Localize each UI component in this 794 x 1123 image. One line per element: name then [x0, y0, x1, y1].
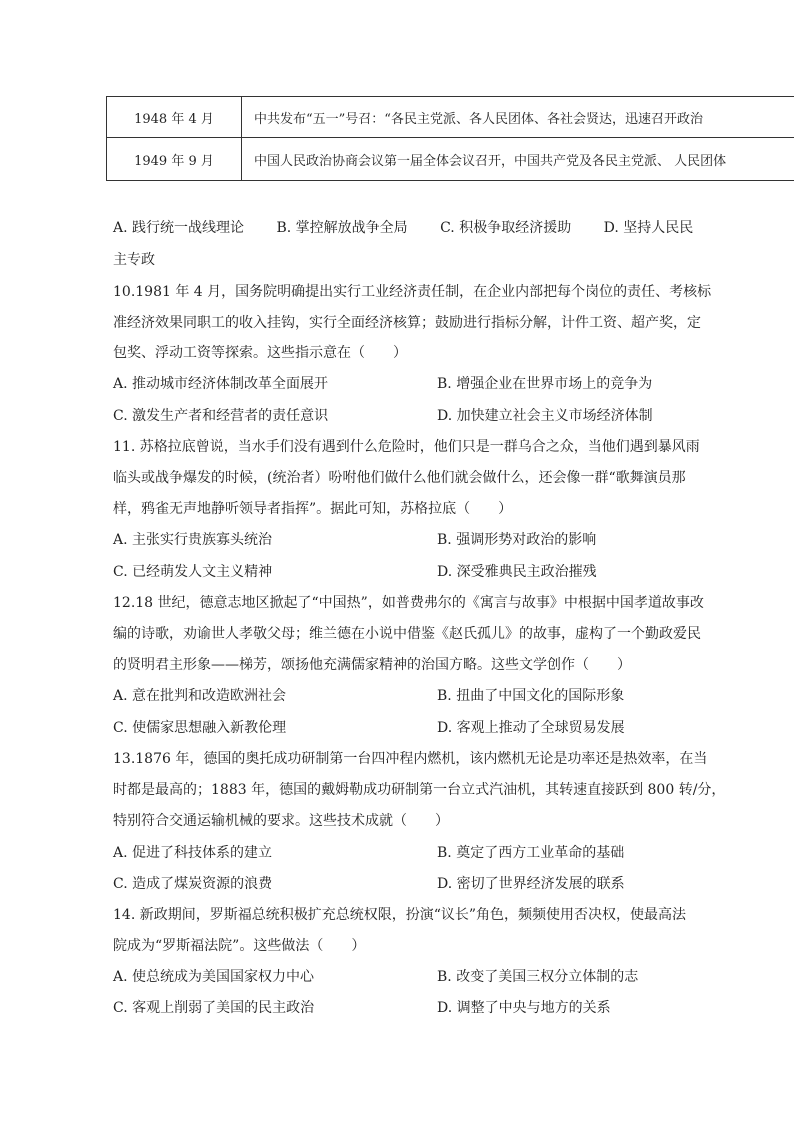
q9-options: A. 践行统一战线理论 B. 掌控解放战争全局 C. 积极争取经济援助 D. 坚持人民民	[113, 220, 694, 236]
q11-stem-line-2: 临头或战争爆发的时候，(统治者）吩咐他们做什么他们就会做什么，还会像一群“歌舞演员那	[113, 470, 686, 486]
q9-options-tail: 主专政	[113, 252, 155, 268]
q14-option-c: C. 客观上削弱了美国的民主政治	[113, 1000, 315, 1016]
q11-option-d: D. 深受雅典民主政治摧残	[437, 564, 597, 580]
q10-option-a: A. 推动城市经济体制改革全面展开	[113, 376, 329, 392]
q13-option-a: A. 促进了科技体系的建立	[113, 845, 273, 861]
q10-option-c: C. 激发生产者和经营者的责任意识	[113, 408, 329, 424]
q13-stem-line-2: 时都是最高的；1883 年，德国的戴姆勒成功研制第一台立式汽油机，其转速直接跃到 800 转/分，	[113, 782, 726, 798]
q13-stem-line-3: 特别符合交通运输机械的要求。这些技术成就（ ）	[113, 813, 449, 829]
q11-stem-line-3: 样，鸦雀无声地静听领导者指挥”。据此可知，苏格拉底（ ）	[113, 501, 513, 517]
table-cell-event: 中共发布“五一”号召：“各民主党派、各人民团体、各社会贤达，迅速召开政治	[242, 97, 794, 138]
q10-option-b: B. 增强企业在世界市场上的竞争为	[437, 376, 653, 392]
table-cell-date: 1949 年 9 月	[107, 138, 242, 181]
q12-stem-line-1: 12.18 世纪，德意志地区掀起了“中国热”，如普费弗尔的《寓言与故事》中根据中国孝道故事改	[113, 595, 704, 611]
history-event-table	[106, 96, 794, 181]
q14-option-b: B. 改变了美国三权分立体制的志	[437, 969, 639, 985]
q10-stem-line-3: 包奖、浮动工资等探索。这些指示意在（ ）	[113, 345, 407, 361]
q13-option-c: C. 造成了煤炭资源的浪费	[113, 876, 273, 892]
q14-option-d: D. 调整了中央与地方的关系	[437, 1000, 611, 1016]
q10-stem-line-1: 10.1981 年 4 月，国务院明确提出实行工业经济责任制，在企业内部把每个岗位的责任、考核标	[113, 284, 712, 300]
q11-stem-line-1: 11. 苏格拉底曾说，当水手们没有遇到什么危险时，他们只是一群乌合之众，当他们遇到暴风雨	[113, 439, 700, 455]
q11-option-b: B. 强调形势对政治的影响	[437, 532, 597, 548]
table-cell-date: 1948 年 4 月	[107, 97, 242, 138]
q13-option-d: D. 密切了世界经济发展的联系	[437, 876, 625, 892]
q12-option-a: A. 意在批判和改造欧洲社会	[113, 688, 287, 704]
q14-option-a: A. 使总统成为美国国家权力中心	[113, 969, 315, 985]
q12-option-b: B. 扭曲了中国文化的国际形象	[437, 688, 625, 704]
q11-option-a: A. 主张实行贵族寡头统治	[113, 532, 273, 548]
table-row	[107, 97, 794, 138]
q10-option-d: D. 加快建立社会主义市场经济体制	[437, 408, 653, 424]
q14-stem-line-2: 院成为“罗斯福法院”。这些做法（ ）	[113, 938, 366, 954]
q12-stem-line-3: 的贤明君主形象——梯芳，颂扬他充满儒家精神的治国方略。这些文学创作（ ）	[113, 657, 631, 673]
q12-option-d: D. 客观上推动了全球贸易发展	[437, 720, 625, 736]
q12-stem-line-2: 编的诗歌，劝谕世人孝敬父母；维兰德在小说中借鉴《赵氏孤儿》的故事，虚构了一个勤政爱民	[113, 626, 701, 642]
table-cell-event: 中国人民政治协商会议第一届全体会议召开，中国共产党及各民主党派、 人民团体	[242, 138, 794, 181]
q11-option-c: C. 已经萌发人文主义精神	[113, 564, 273, 580]
q13-stem-line-1: 13.1876 年，德国的奥托成功研制第一台四冲程内燃机，该内燃机无论是功率还是热效率，在当	[113, 751, 708, 767]
q14-stem-line-1: 14. 新政期间，罗斯福总统积极扩充总统权限，扮演“议长”角色，频频使用否决权，使最高法	[113, 907, 687, 923]
q12-option-c: C. 使儒家思想融入新教伦理	[113, 720, 287, 736]
q10-stem-line-2: 准经济效果同职工的收入挂钩，实行全面经济核算；鼓励进行指标分解，计件工资、超产奖，定	[113, 315, 701, 331]
q13-option-b: B. 奠定了西方工业革命的基础	[437, 845, 625, 861]
table-row	[107, 138, 794, 181]
